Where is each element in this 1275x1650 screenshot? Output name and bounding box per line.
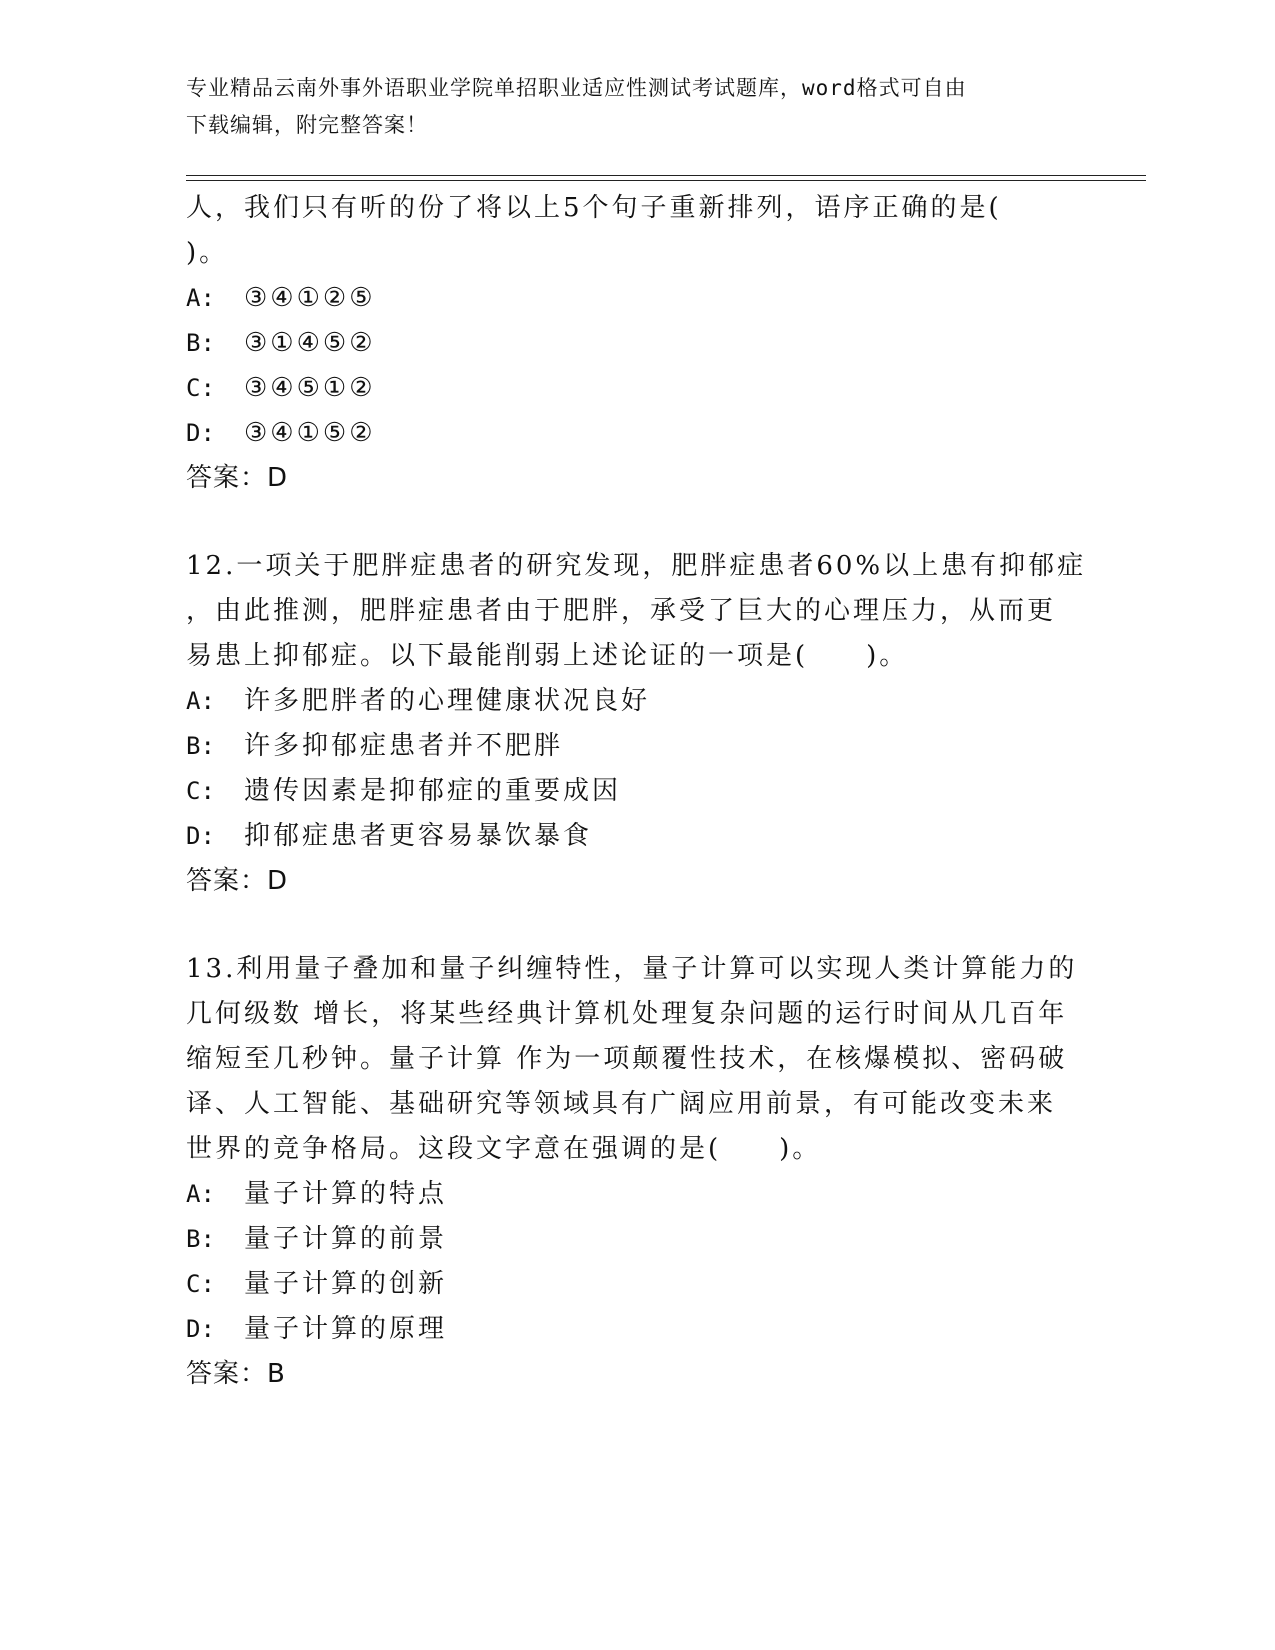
question-text: )。 bbox=[186, 238, 229, 268]
option-b bbox=[186, 724, 1086, 769]
option-text: 抑郁症患者更容易暴饮暴食 bbox=[244, 821, 593, 851]
question-text: ，由此推测，肥胖症患者由于肥胖，承受了巨大的心理压力，从而更 bbox=[186, 596, 1057, 626]
option-a bbox=[186, 1172, 1086, 1217]
option-text: 量子计算的原理 bbox=[244, 1314, 448, 1344]
option-key: A: bbox=[186, 1180, 215, 1208]
option-text: ③①④⑤② bbox=[244, 328, 376, 358]
answer: 答案：D bbox=[186, 866, 289, 896]
option-key: D: bbox=[186, 1315, 215, 1343]
option-key: B: bbox=[186, 329, 215, 357]
option-text: ③④①②⑤ bbox=[244, 283, 376, 313]
question-text: 世界的竞争格局。这段文字意在强调的是( )。 bbox=[186, 1134, 822, 1164]
option-text: ③④①⑤② bbox=[244, 418, 376, 448]
question-13 bbox=[186, 947, 1086, 1397]
option-key: B: bbox=[186, 732, 215, 760]
question-text: 13.利用量子叠加和量子纠缠特性，量子计算可以实现人类计算能力的 bbox=[186, 954, 1078, 984]
question-12 bbox=[186, 544, 1086, 904]
option-key: C: bbox=[186, 777, 215, 805]
question-text: 人，我们只有听的份了将以上5个句子重新排列，语序正确的是( bbox=[186, 193, 1002, 223]
document-header bbox=[186, 70, 1066, 144]
question-text: 几何级数 增长，将某些经典计算机处理复杂问题的运行时间从几百年 bbox=[186, 999, 1068, 1029]
header-rule-bottom bbox=[186, 180, 1146, 181]
option-key: C: bbox=[186, 374, 215, 402]
option-key: C: bbox=[186, 1270, 215, 1298]
question-text: 12.一项关于肥胖症患者的研究发现，肥胖症患者60%以上患有抑郁症 bbox=[186, 551, 1087, 581]
header-line-2: 下载编辑，附完整答案！ bbox=[186, 113, 428, 137]
option-b bbox=[186, 321, 1086, 366]
option-key: A: bbox=[186, 284, 215, 312]
option-d bbox=[186, 1307, 1086, 1352]
option-key: D: bbox=[186, 419, 215, 447]
option-c bbox=[186, 1262, 1086, 1307]
option-key: A: bbox=[186, 687, 215, 715]
question-text: 缩短至几秒钟。量子计算 作为一项颠覆性技术，在核爆模拟、密码破 bbox=[186, 1044, 1068, 1074]
option-key: B: bbox=[186, 1225, 215, 1253]
question-text: 译、人工智能、基础研究等领域具有广阔应用前景，有可能改变未来 bbox=[186, 1089, 1057, 1119]
option-text: 量子计算的前景 bbox=[244, 1224, 448, 1254]
option-text: 量子计算的创新 bbox=[244, 1269, 448, 1299]
option-text: 许多抑郁症患者并不肥胖 bbox=[244, 731, 564, 761]
question-text: 易患上抑郁症。以下最能削弱上述论证的一项是( )。 bbox=[186, 641, 909, 671]
question-11 bbox=[186, 186, 1086, 501]
header-line-1: 专业精品云南外事外语职业学院单招职业适应性测试考试题库，word格式可自由 bbox=[186, 76, 967, 100]
option-text: 许多肥胖者的心理健康状况良好 bbox=[244, 686, 651, 716]
option-text: 量子计算的特点 bbox=[244, 1179, 448, 1209]
option-d bbox=[186, 814, 1086, 859]
option-d bbox=[186, 411, 1086, 456]
option-a bbox=[186, 276, 1086, 321]
answer: 答案：D bbox=[186, 463, 289, 493]
document-body bbox=[186, 186, 1086, 1397]
option-c bbox=[186, 366, 1086, 411]
option-b bbox=[186, 1217, 1086, 1262]
option-a bbox=[186, 679, 1086, 724]
option-key: D: bbox=[186, 822, 215, 850]
option-text: 遗传因素是抑郁症的重要成因 bbox=[244, 776, 622, 806]
option-c bbox=[186, 769, 1086, 814]
option-text: ③④⑤①② bbox=[244, 373, 376, 403]
answer: 答案：B bbox=[186, 1359, 286, 1389]
header-rule-top bbox=[186, 175, 1146, 176]
